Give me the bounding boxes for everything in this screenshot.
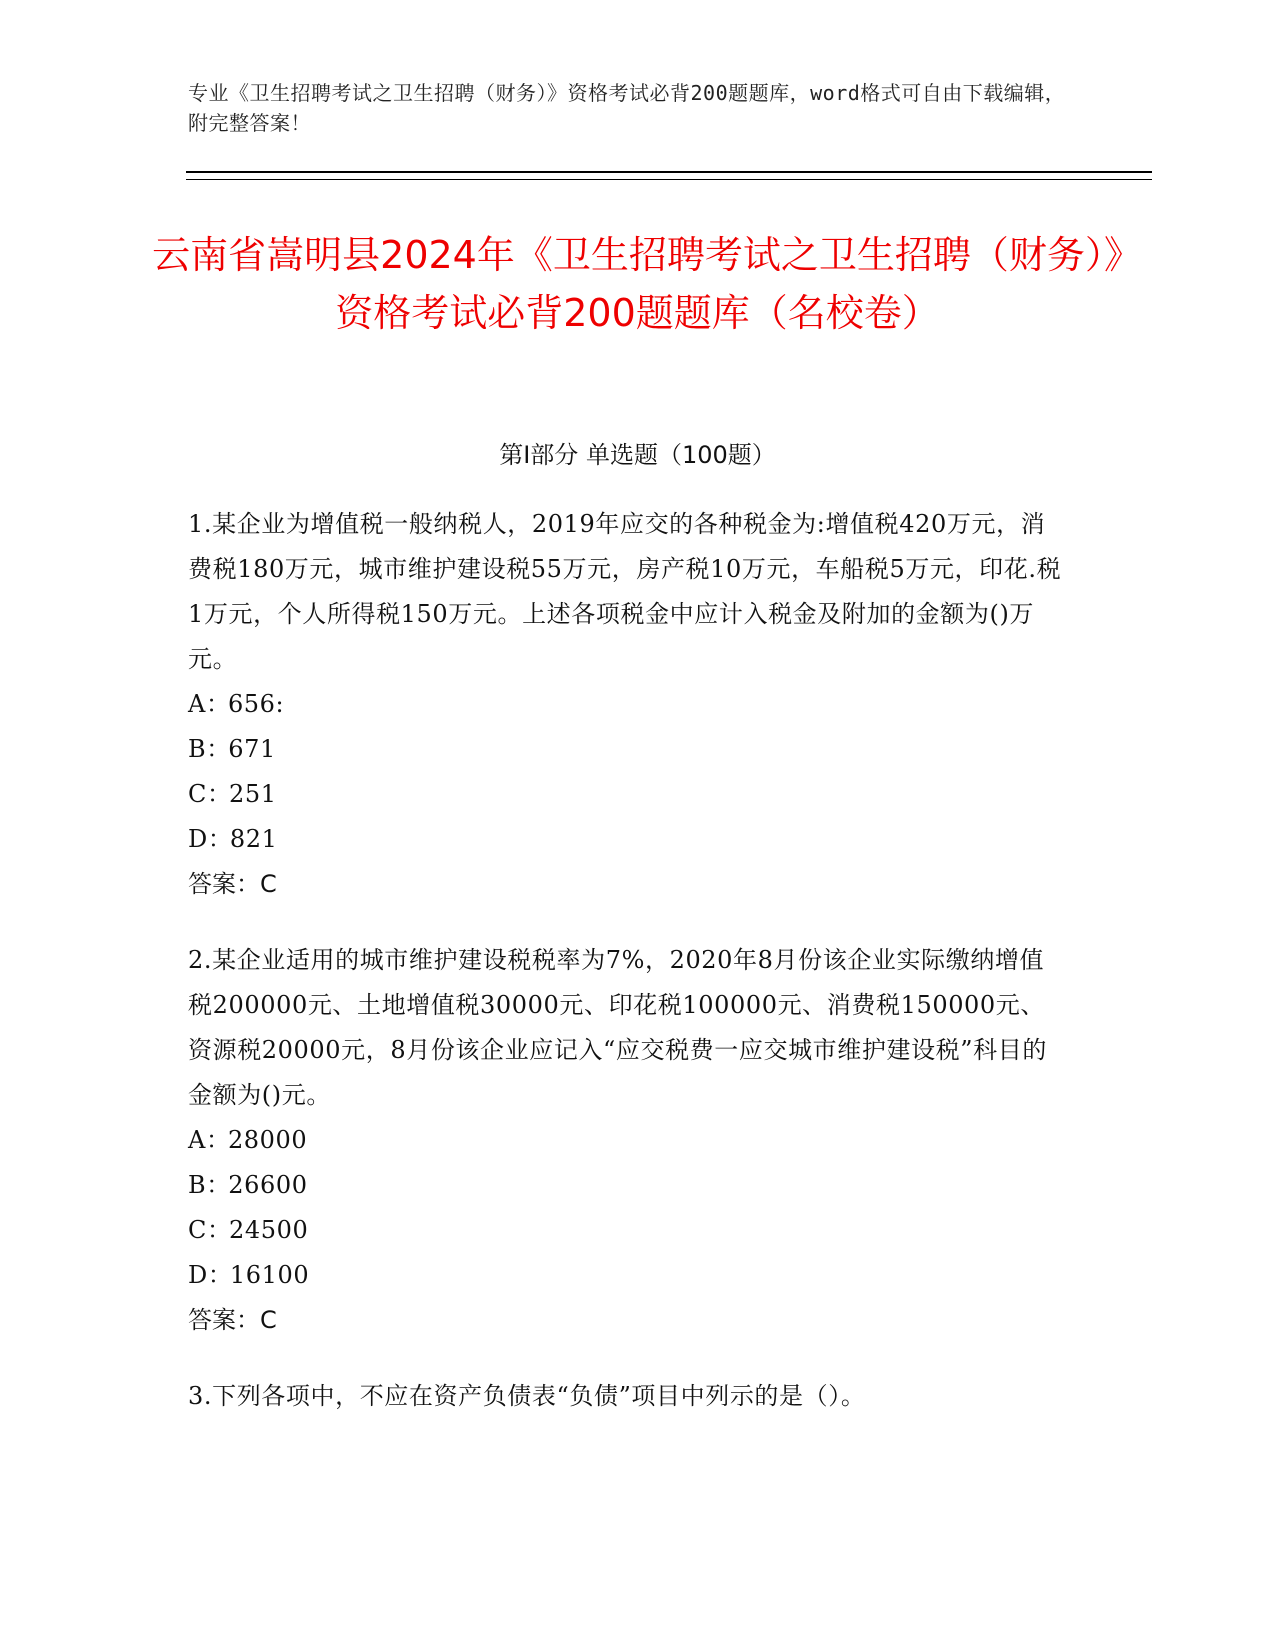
option-b	[188, 1163, 1068, 1208]
option-letter: A	[188, 690, 206, 718]
header-rule-thin	[186, 179, 1152, 180]
option-value: 656:	[227, 690, 285, 718]
option-letter: A	[188, 1126, 206, 1154]
document-title: 云南省嵩明县2024年《卫生招聘考试之卫生招聘（财务）》资格考试必背200题题库（名校卷）	[152, 233, 1123, 335]
option-d	[188, 817, 1068, 862]
option-separator: ：	[205, 1126, 231, 1154]
option-letter: B	[188, 1171, 207, 1199]
option-separator: ：	[206, 1216, 232, 1244]
option-value: 16100	[229, 1261, 310, 1289]
header-rule-thick	[186, 171, 1152, 173]
option-value: 821	[229, 825, 278, 853]
option-letter: B	[188, 735, 207, 763]
answer: 答案：C	[188, 870, 277, 898]
option-separator: ：	[207, 1261, 233, 1289]
question-text: 1.某企业为增值税一般纳税人，2019年应交的各种税金为:增值税420万元，消费税180万元，城市维护建设税55万元，房产税10万元，车船税5万元，印花.税1万元，个人所得税150万元。上述各项税金中应计入税金及附加的金额为()万元。	[188, 510, 1062, 673]
option-a	[188, 1118, 1068, 1163]
option-separator: ：	[206, 1171, 231, 1199]
option-value: 251	[228, 780, 277, 808]
option-letter: C	[188, 780, 207, 808]
option-letter: D	[188, 1261, 208, 1289]
option-c	[188, 772, 1068, 817]
option-separator: ：	[206, 780, 232, 808]
option-separator: ：	[207, 825, 233, 853]
section-heading: 第Ⅰ部分 单选题（100题）	[499, 441, 776, 469]
option-letter: D	[188, 825, 208, 853]
header-note: 专业《卫生招聘考试之卫生招聘（财务）》资格考试必背200题题库，word格式可自由下载编辑，附完整答案！	[188, 81, 1066, 135]
question-2	[188, 938, 1068, 1343]
answer: 答案：C	[188, 1306, 277, 1334]
option-b	[188, 727, 1068, 772]
option-c	[188, 1208, 1068, 1253]
question-text: 2.某企业适用的城市维护建设税税率为7%，2020年8月份该企业实际缴纳增值税200000元、土地增值税30000元、印花税100000元、消费税150000元、资源税20000元，8月份该企业应记入“应交税费一应交城市维护建设税”科目的金额为()元。	[188, 946, 1047, 1109]
question-1	[188, 502, 1068, 907]
option-d	[188, 1253, 1068, 1298]
option-value: 26600	[228, 1171, 308, 1199]
option-value: 28000	[227, 1126, 308, 1154]
option-value: 24500	[228, 1216, 309, 1244]
option-separator: ：	[205, 690, 231, 718]
option-separator: ：	[206, 735, 231, 763]
option-a	[188, 682, 1068, 727]
option-value: 671	[228, 735, 276, 763]
option-letter: C	[188, 1216, 207, 1244]
question-text: 3.下列各项中，不应在资产负债表“负债”项目中列示的是（）。	[188, 1382, 866, 1410]
question-3	[188, 1374, 1068, 1419]
